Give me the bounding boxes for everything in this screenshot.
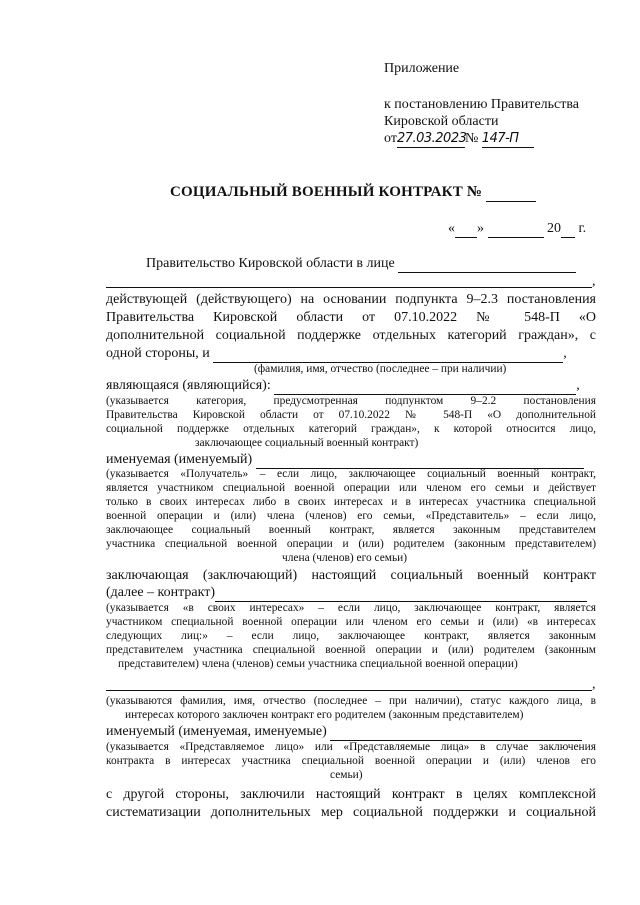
hint-represented-1: (указывается «Представляемое лицо» или «Представляемые лица» в случае заключения <box>106 741 596 753</box>
basis-line-2: Правительства Кировской области от 07.10.2022 № 548-П «О <box>106 310 596 325</box>
blank-line-2 <box>106 690 592 691</box>
comma: , <box>576 378 580 393</box>
hint-interest-3: следующих лиц:» – если лицо, заключающее контракт, является законным <box>106 630 596 642</box>
hint-represented-2: контракта в интересах участника специальной военной операции и (или) членов его <box>106 755 596 767</box>
hint-recipient-1: (указывается «Получатель» – если лицо, заключающее социальный военный контракт, <box>106 468 596 480</box>
number-sign: № <box>464 131 479 146</box>
category-label: являющаяся (являющийся): <box>106 378 271 393</box>
month-blank <box>488 220 544 238</box>
name-blank <box>213 345 563 363</box>
document-title <box>170 184 536 202</box>
resolution-label: к постановлению Правительства <box>384 97 580 112</box>
party1-text: Правительство Кировской области в лице <box>146 256 395 271</box>
interest-blank <box>215 584 587 602</box>
concluding-line-1: заключающая (заключающий) настоящий социальный военный контракт <box>106 568 596 583</box>
hint-represented-3: семьи) <box>330 769 363 781</box>
basis-line-1: действующей (действующего) на основании подпункта 9–2.3 постановления <box>106 292 596 307</box>
hint-persons-1: (указываются фамилия, имя, отчество (последнее – при наличии), статус каждого лица, в <box>106 695 596 707</box>
comma: , <box>592 274 596 289</box>
blank-line-1 <box>106 287 592 288</box>
hint-recipient-3: только в своих интересах либо в своих интересах и в интересах участника специальной <box>106 496 596 508</box>
concluding-line-2-text: (далее – контракт) <box>106 585 216 600</box>
year-prefix: 20 <box>547 221 561 236</box>
comma: , <box>563 346 567 361</box>
hint-recipient-2: является участником специальной военной операции или членом его семьи и действует <box>106 482 596 494</box>
handwritten-date: 27.03.2023 <box>396 131 467 146</box>
title-text: СОЦИАЛЬНЫЙ ВОЕННЫЙ КОНТРАКТ № <box>170 184 483 200</box>
hint-interest-1: (указывается «в своих интересах» – если лицо, заключающее контракт, является <box>106 602 596 614</box>
resolution-date-number <box>384 130 534 148</box>
hint-recipient-7: члена (членов) его семьи) <box>282 552 408 564</box>
closing-line-1: с другой стороны, заключили настоящий контракт в целях комплексной <box>106 787 596 802</box>
hint-interest-5: представителем) члена (членов) семьи участника специальной военной операции) <box>118 658 518 670</box>
basis-line-4-text: одной стороны, и <box>106 346 210 361</box>
hint-interest-4: представителем участника специальной военной операции и (или) родителем (законным <box>106 644 596 656</box>
from-prefix: от <box>384 131 397 146</box>
category-blank <box>274 377 576 395</box>
date-line <box>448 220 586 238</box>
basis-line-4 <box>106 345 567 363</box>
basis-line-3: дополнительной социальной поддержке отдельных категорий граждан», с <box>106 328 596 343</box>
representative-blank <box>398 255 576 273</box>
open-quote: « <box>448 221 455 236</box>
appendix-label: Приложение <box>384 61 460 76</box>
hint-category-3: социальной поддержке отдельных категорий граждан», к которой относится лицо, <box>106 423 596 435</box>
hint-recipient-6: участника специальной военной операции и (или) родителем (законным представителем) <box>106 538 596 550</box>
hint-recipient-4: военной операции и (или) члена (членов) его семьи, «Представитель» – если лицо, <box>106 510 596 522</box>
year-blank <box>561 220 575 238</box>
comma: , <box>592 677 596 692</box>
concluding-line-2 <box>106 584 587 602</box>
hint-persons-2: интересах которого заключен контракт его родителем (законным представителем) <box>125 709 524 721</box>
day-blank <box>455 220 477 238</box>
category-line <box>106 377 580 395</box>
closing-line-2: систематизации дополнительных мер социальной поддержки и социальной <box>106 805 596 820</box>
hint-category-2: Правительства Кировской области от 07.10.2022 № 548-П «О дополнительной <box>106 409 596 421</box>
region-label: Кировской области <box>384 114 499 129</box>
hint-fio: (фамилия, имя, отчество (последнее – при наличии) <box>254 363 507 375</box>
close-quote: » <box>477 221 484 236</box>
year-suffix: г. <box>578 221 587 236</box>
hint-category-4: заключающее социальный военный контракт) <box>195 437 419 449</box>
represented-blank <box>330 723 582 741</box>
handwritten-number: 147-П <box>482 130 534 148</box>
hint-recipient-5: заключающее социальный военный контракт, является законным представителем <box>106 524 596 536</box>
hint-category-1: (указывается категория, предусмотренная подпунктом 9–2.2 постановления <box>106 395 596 407</box>
hint-interest-2: участником специальной военной операции или членом его семьи и (или) «в интересах <box>106 616 596 628</box>
named-as-label: именуемая (именуемый) <box>106 452 253 467</box>
represented-line <box>106 723 582 741</box>
represented-label: именуемый (именуемая, именуемые) <box>106 724 327 739</box>
party1-intro <box>146 255 576 273</box>
contract-number-blank <box>486 184 536 202</box>
